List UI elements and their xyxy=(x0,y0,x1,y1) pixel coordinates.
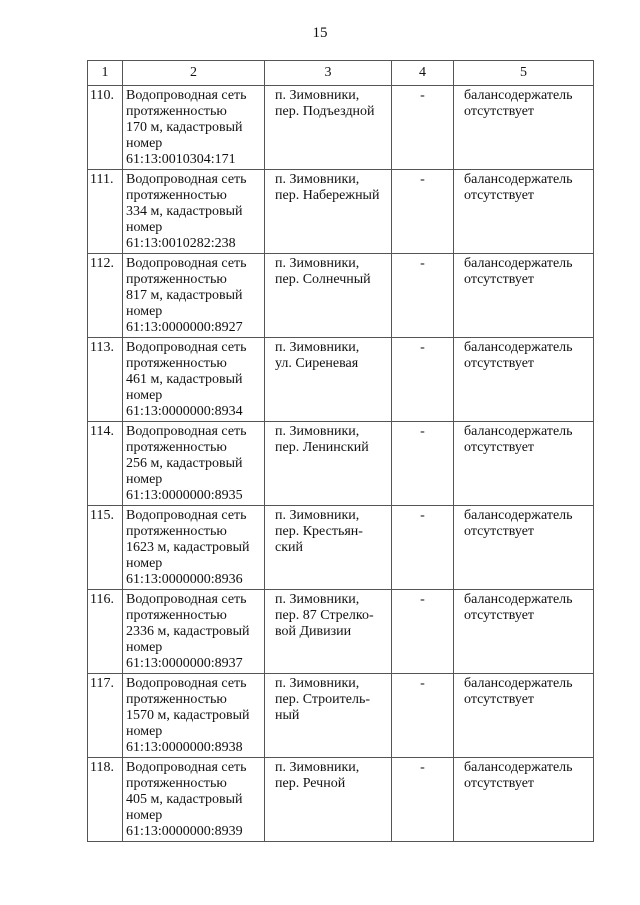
holder-line: отсутствует xyxy=(464,524,535,539)
table-row xyxy=(88,506,594,590)
description-line: протяженностью xyxy=(126,188,227,203)
description-line: 256 м, кадастровый xyxy=(126,456,243,471)
address-line: пер. Крестьян- xyxy=(275,524,363,539)
row-number: 118. xyxy=(88,758,123,842)
row-number: 110. xyxy=(88,86,123,170)
table-row xyxy=(88,590,594,674)
address-line: ул. Сиреневая xyxy=(275,356,359,371)
column-4-value: - xyxy=(392,506,454,590)
description-line: Водопроводная сеть xyxy=(126,172,247,187)
table-body xyxy=(88,86,594,842)
address-line: пер. Речной xyxy=(275,776,346,791)
object-description xyxy=(123,338,265,422)
balance-holder xyxy=(454,674,594,758)
description-line: Водопроводная сеть xyxy=(126,676,247,691)
address-line: п. Зимовники, xyxy=(275,172,360,187)
table-header xyxy=(88,61,594,86)
holder-line: балансодержатель xyxy=(464,676,573,691)
column-header-1: 1 xyxy=(88,61,123,86)
object-description xyxy=(123,506,265,590)
holder-line: балансодержатель xyxy=(464,256,573,271)
object-description xyxy=(123,758,265,842)
description-line: номер xyxy=(126,220,163,235)
table-row xyxy=(88,254,594,338)
balance-holder xyxy=(454,758,594,842)
column-4-value: - xyxy=(392,422,454,506)
table-row xyxy=(88,170,594,254)
address-line: п. Зимовники, xyxy=(275,88,360,103)
registry-table xyxy=(87,60,594,842)
holder-line: балансодержатель xyxy=(464,172,573,187)
table-row xyxy=(88,86,594,170)
column-header-3: 3 xyxy=(265,61,392,86)
column-header-4: 4 xyxy=(392,61,454,86)
object-address xyxy=(265,506,392,590)
description-line: протяженностью xyxy=(126,440,227,455)
balance-holder xyxy=(454,254,594,338)
column-4-value: - xyxy=(392,254,454,338)
holder-line: балансодержатель xyxy=(464,508,573,523)
holder-line: балансодержатель xyxy=(464,88,573,103)
holder-line: отсутствует xyxy=(464,608,535,623)
description-line: 61:13:0000000:8934 xyxy=(126,404,243,419)
object-description xyxy=(123,86,265,170)
holder-line: балансодержатель xyxy=(464,340,573,355)
row-number: 116. xyxy=(88,590,123,674)
column-header-2: 2 xyxy=(123,61,265,86)
description-line: 61:13:0000000:8937 xyxy=(126,656,243,671)
description-line: протяженностью xyxy=(126,524,227,539)
holder-line: отсутствует xyxy=(464,776,535,791)
address-line: п. Зимовники, xyxy=(275,760,360,775)
description-line: номер xyxy=(126,388,163,403)
holder-line: отсутствует xyxy=(464,356,535,371)
column-4-value: - xyxy=(392,170,454,254)
column-4-value: - xyxy=(392,674,454,758)
holder-line: балансодержатель xyxy=(464,760,573,775)
page-number: 15 xyxy=(312,25,328,41)
description-line: протяженностью xyxy=(126,776,227,791)
row-number: 117. xyxy=(88,674,123,758)
description-line: 61:13:0010282:238 xyxy=(126,236,236,251)
holder-line: отсутствует xyxy=(464,692,535,707)
address-line: пер. Ленинский xyxy=(275,440,369,455)
holder-line: балансодержатель xyxy=(464,592,573,607)
holder-line: балансодержатель xyxy=(464,424,573,439)
description-line: 170 м, кадастровый xyxy=(126,120,243,135)
address-line: п. Зимовники, xyxy=(275,508,360,523)
description-line: 61:13:0000000:8935 xyxy=(126,488,243,503)
description-line: номер xyxy=(126,304,163,319)
object-address xyxy=(265,590,392,674)
object-address xyxy=(265,254,392,338)
column-4-value: - xyxy=(392,86,454,170)
balance-holder xyxy=(454,338,594,422)
address-line: пер. Солнечный xyxy=(275,272,371,287)
description-line: протяженностью xyxy=(126,272,227,287)
description-line: протяженностью xyxy=(126,692,227,707)
address-line: ский xyxy=(275,540,303,555)
balance-holder xyxy=(454,506,594,590)
object-description xyxy=(123,674,265,758)
object-address xyxy=(265,338,392,422)
description-line: 405 м, кадастровый xyxy=(126,792,243,807)
object-address xyxy=(265,422,392,506)
table-row xyxy=(88,674,594,758)
address-line: пер. 87 Стрелко- xyxy=(275,608,374,623)
description-line: 334 м, кадастровый xyxy=(126,204,243,219)
holder-line: отсутствует xyxy=(464,272,535,287)
description-line: номер xyxy=(126,556,163,571)
description-line: 61:13:0010304:171 xyxy=(126,152,236,167)
description-line: 2336 м, кадастровый xyxy=(126,624,250,639)
object-address xyxy=(265,674,392,758)
column-4-value: - xyxy=(392,338,454,422)
address-line: п. Зимовники, xyxy=(275,256,360,271)
row-number: 112. xyxy=(88,254,123,338)
table-row xyxy=(88,422,594,506)
balance-holder xyxy=(454,590,594,674)
description-line: номер xyxy=(126,724,163,739)
description-line: Водопроводная сеть xyxy=(126,88,247,103)
description-line: 61:13:0000000:8927 xyxy=(126,320,243,335)
object-address xyxy=(265,86,392,170)
address-line: п. Зимовники, xyxy=(275,592,360,607)
row-number: 111. xyxy=(88,170,123,254)
table-row xyxy=(88,758,594,842)
object-address xyxy=(265,170,392,254)
balance-holder xyxy=(454,86,594,170)
object-description xyxy=(123,590,265,674)
description-line: 61:13:0000000:8938 xyxy=(126,740,243,755)
object-description xyxy=(123,170,265,254)
description-line: 1570 м, кадастровый xyxy=(126,708,250,723)
description-line: Водопроводная сеть xyxy=(126,592,247,607)
address-line: п. Зимовники, xyxy=(275,676,360,691)
address-line: вой Дивизии xyxy=(275,624,352,639)
address-line: пер. Подъездной xyxy=(275,104,375,119)
description-line: номер xyxy=(126,808,163,823)
description-line: протяженностью xyxy=(126,104,227,119)
object-address xyxy=(265,758,392,842)
balance-holder xyxy=(454,422,594,506)
description-line: протяженностью xyxy=(126,356,227,371)
address-line: пер. Строитель- xyxy=(275,692,371,707)
description-line: Водопроводная сеть xyxy=(126,424,247,439)
description-line: Водопроводная сеть xyxy=(126,760,247,775)
description-line: 817 м, кадастровый xyxy=(126,288,243,303)
description-line: номер xyxy=(126,472,163,487)
address-line: п. Зимовники, xyxy=(275,424,360,439)
column-4-value: - xyxy=(392,758,454,842)
address-line: ный xyxy=(275,708,300,723)
row-number: 115. xyxy=(88,506,123,590)
description-line: номер xyxy=(126,136,163,151)
description-line: Водопроводная сеть xyxy=(126,340,247,355)
object-description xyxy=(123,422,265,506)
description-line: протяженностью xyxy=(126,608,227,623)
holder-line: отсутствует xyxy=(464,188,535,203)
address-line: пер. Набережный xyxy=(275,188,380,203)
holder-line: отсутствует xyxy=(464,440,535,455)
object-description xyxy=(123,254,265,338)
table-row xyxy=(88,338,594,422)
row-number: 114. xyxy=(88,422,123,506)
description-line: Водопроводная сеть xyxy=(126,508,247,523)
description-line: Водопроводная сеть xyxy=(126,256,247,271)
description-line: 61:13:0000000:8939 xyxy=(126,824,243,839)
description-line: 61:13:0000000:8936 xyxy=(126,572,243,587)
row-number: 113. xyxy=(88,338,123,422)
description-line: 1623 м, кадастровый xyxy=(126,540,250,555)
column-4-value: - xyxy=(392,590,454,674)
address-line: п. Зимовники, xyxy=(275,340,360,355)
column-header-5: 5 xyxy=(454,61,594,86)
holder-line: отсутствует xyxy=(464,104,535,119)
description-line: 461 м, кадастровый xyxy=(126,372,243,387)
balance-holder xyxy=(454,170,594,254)
description-line: номер xyxy=(126,640,163,655)
